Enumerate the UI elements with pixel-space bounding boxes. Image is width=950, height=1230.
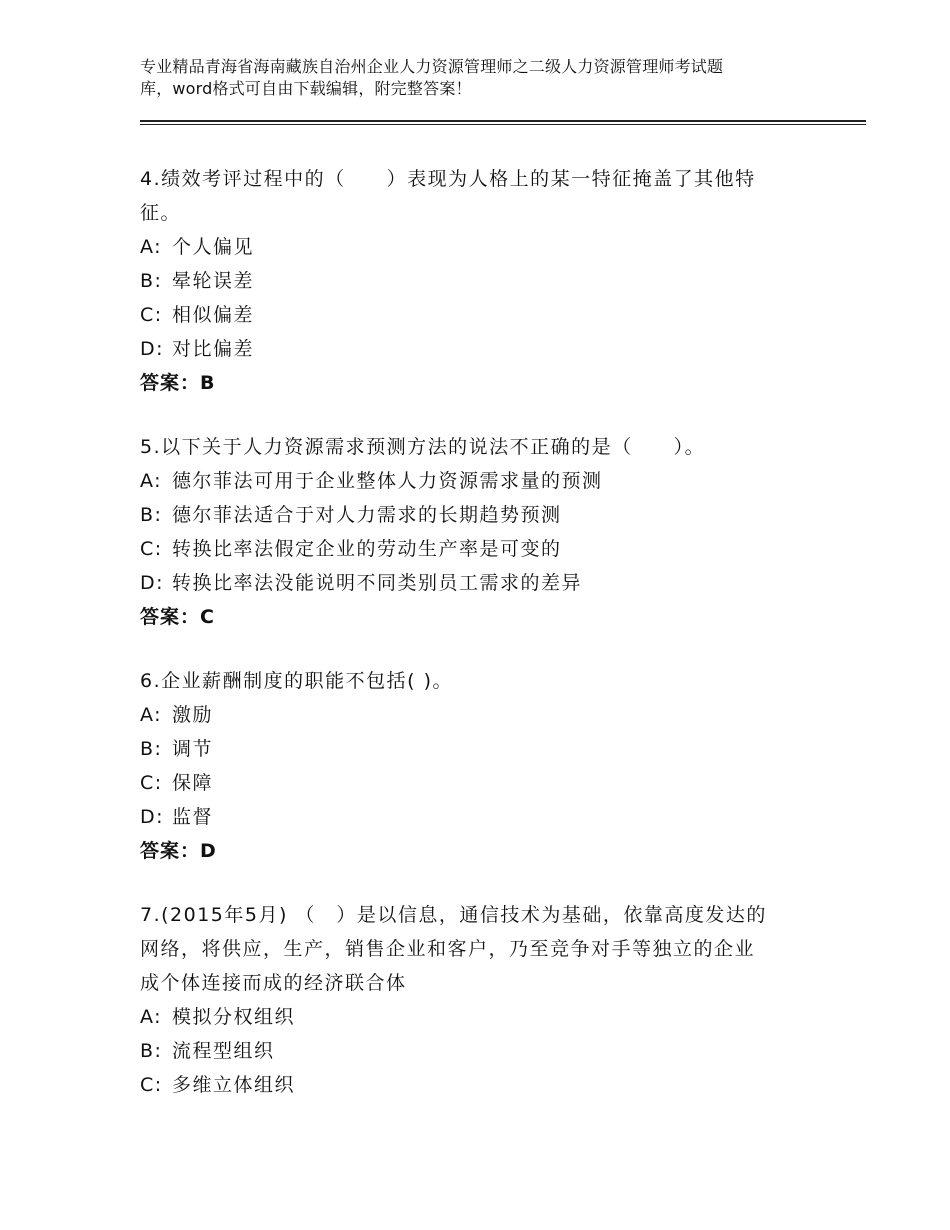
header-line-2: 库，word格式可自由下载编辑，附完整答案！ bbox=[140, 79, 472, 98]
option-key: D: bbox=[140, 806, 165, 828]
option-text: 晕轮误差 bbox=[172, 270, 255, 292]
option-text: 德尔菲法可用于企业整体人力资源需求量的预测 bbox=[172, 470, 603, 492]
option-key: A: bbox=[140, 704, 163, 726]
header-rule-thick bbox=[140, 120, 866, 122]
option-b bbox=[140, 732, 820, 766]
question-4 bbox=[140, 162, 820, 400]
option-c bbox=[140, 1068, 820, 1102]
question-7 bbox=[140, 898, 820, 1102]
question-stem-line: 成个体连接而成的经济联合体 bbox=[140, 972, 407, 994]
option-key: B: bbox=[140, 738, 163, 760]
option-b bbox=[140, 498, 820, 532]
option-text: 对比偏差 bbox=[172, 338, 255, 360]
option-text: 监督 bbox=[172, 806, 214, 828]
option-text: 激励 bbox=[172, 704, 214, 726]
option-key: D: bbox=[140, 338, 165, 360]
option-key: C: bbox=[140, 538, 163, 560]
option-key: D: bbox=[140, 572, 165, 594]
option-text: 个人偏见 bbox=[172, 236, 255, 258]
question-5 bbox=[140, 430, 820, 634]
option-text: 流程型组织 bbox=[172, 1040, 275, 1062]
option-text: 德尔菲法适合于对人力需求的长期趋势预测 bbox=[172, 504, 562, 526]
option-c bbox=[140, 766, 820, 800]
answer-label: 答案：D bbox=[140, 840, 217, 862]
option-text: 转换比率法没能说明不同类别员工需求的差异 bbox=[172, 572, 583, 594]
option-key: B: bbox=[140, 504, 163, 526]
option-text: 保障 bbox=[172, 772, 214, 794]
option-key: B: bbox=[140, 1040, 163, 1062]
option-key: C: bbox=[140, 772, 163, 794]
option-key: A: bbox=[140, 1006, 163, 1028]
option-d bbox=[140, 332, 820, 366]
option-d bbox=[140, 566, 820, 600]
question-6 bbox=[140, 664, 820, 868]
option-a bbox=[140, 1000, 820, 1034]
option-a bbox=[140, 230, 820, 264]
option-b bbox=[140, 1034, 820, 1068]
header-line-1: 专业精品青海省海南藏族自治州企业人力资源管理师之二级人力资源管理师考试题 bbox=[140, 57, 724, 76]
option-a bbox=[140, 698, 820, 732]
option-key: C: bbox=[140, 1074, 163, 1096]
header-rule-thin bbox=[140, 124, 866, 125]
document-header bbox=[140, 56, 830, 100]
question-stem-line: 4.绩效考评过程中的（ ）表现为人格上的某一特征掩盖了其他特 bbox=[140, 168, 756, 190]
option-text: 调节 bbox=[172, 738, 214, 760]
question-stem-line: 6.企业薪酬制度的职能不包括( )。 bbox=[140, 670, 453, 692]
option-key: A: bbox=[140, 236, 163, 258]
option-c bbox=[140, 532, 820, 566]
option-text: 相似偏差 bbox=[172, 304, 255, 326]
answer-label: 答案：B bbox=[140, 372, 216, 394]
question-stem-line: 7.(2015年5月) （ ）是以信息，通信技术为基础，依靠高度发达的 bbox=[140, 904, 767, 926]
question-list bbox=[140, 162, 820, 1132]
option-a bbox=[140, 464, 820, 498]
option-c bbox=[140, 298, 820, 332]
option-d bbox=[140, 800, 820, 834]
question-stem-line: 网络，将供应，生产，销售企业和客户，乃至竞争对手等独立的企业 bbox=[140, 938, 756, 960]
option-key: B: bbox=[140, 270, 163, 292]
option-key: C: bbox=[140, 304, 163, 326]
option-text: 多维立体组织 bbox=[172, 1074, 296, 1096]
answer-label: 答案：C bbox=[140, 606, 215, 628]
question-stem-line: 征。 bbox=[140, 202, 182, 224]
option-text: 转换比率法假定企业的劳动生产率是可变的 bbox=[172, 538, 562, 560]
option-text: 模拟分权组织 bbox=[172, 1006, 296, 1028]
question-stem-line: 5.以下关于人力资源需求预测方法的说法不正确的是（ ）。 bbox=[140, 436, 706, 458]
option-key: A: bbox=[140, 470, 163, 492]
option-b bbox=[140, 264, 820, 298]
